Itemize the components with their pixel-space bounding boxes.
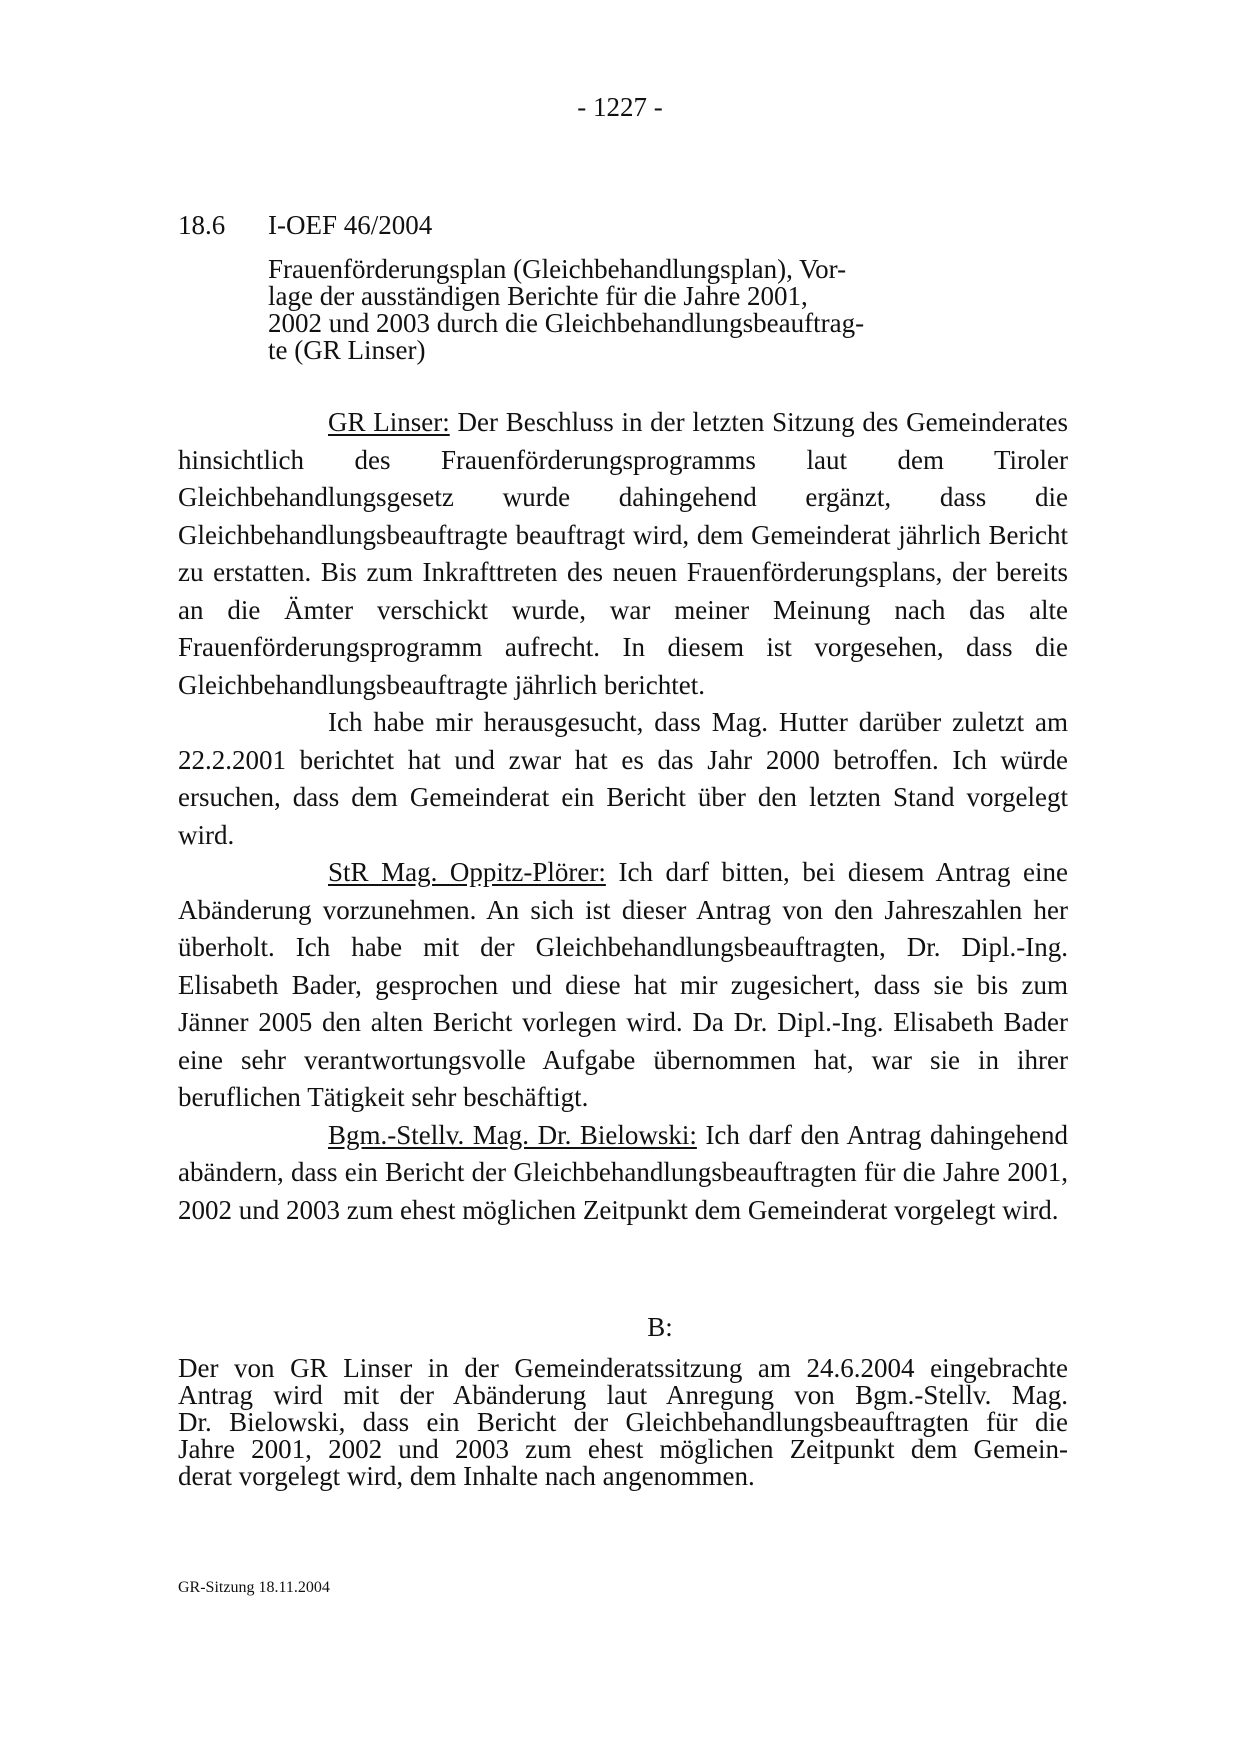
speech-text: Ich darf den Antrag dahingehend abändern, dass ein Bericht der Gleichbehandlungsbeauftragten für die Jahre 2001, 2002 und 2003 zum ehest möglichen Zeitpunkt dem Gemeinderat vorgelegt wird. [178,1119,1068,1225]
speaker-name: Bgm.-Stellv. Mag. Dr. Bielowski: [328,1119,697,1150]
speech-text: Ich habe mir herausgesucht, dass Mag. Hutter darüber zuletzt am 22.2.2001 berichtet hat und zwar hat es das Jahr 2000 betroffen. Ich würde ersuchen, dass dem Gemeinderat ein Bericht über den letzten Stand vorgelegt wird. [178,707,1068,850]
agenda-item-reference: I-OEF 46/2004 [268,210,433,240]
decision-text [178,1355,1068,1490]
decision-line: Der von GR Linser in der Gemeinderatssitzung am 24.6.2004 eingebrachte [178,1353,1068,1383]
decision-label: B: [647,1312,673,1342]
minutes-body [178,404,1068,1229]
decision-line: derat vorgelegt wird, dem Inhalte nach angenommen. [178,1461,755,1491]
speech-paragraph [178,704,1068,854]
agenda-item-header [178,210,432,241]
speech-text: Ich darf bitten, bei diesem Antrag eine Abänderung vorzunehmen. An sich ist dieser Antrag von den Jahreszahlen her überholt. Ich habe mit der Gleichbehandlungsbeauftragten, Dr. Dipl.-Ing. Elisabeth Bader, gesprochen und diese hat mir zugesichert, dass sie bis zum Jänner 2005 den alten Bericht vorlegen wird. Da Dr. Dipl.-Ing. Elisabeth Bader eine sehr verantwortungsvolle Aufgabe übernommen hat, war sie in ihrer beruflichen Tätigkeit sehr beschäftigt. [178,857,1069,1112]
agenda-title-line: Frauenförderungsplan (Gleichbehandlungsplan), Vor- [268,254,847,284]
decision-line: Dr. Bielowski, dass ein Bericht der Gleichbehandlungsbeauftragten für die [178,1407,1068,1437]
speaker-name: GR Linser: [328,407,450,437]
speaker-name: StR Mag. Oppitz-Plörer: [328,857,606,887]
decision-line: Antrag wird mit der Abänderung laut Anregung von Bgm.-Stellv. Mag. [178,1380,1068,1410]
speech-text: Der Beschluss in der letzten Sitzung des Gemeinderates hinsichtlich des Frauenförderungsprogramms laut dem Tiroler Gleichbehandlungsgesetz wurde dahingehend ergänzt, dass die Gleichbehandlungsbeauftragte beauftragt wird, dem Gemeinderat jährlich Bericht zu erstatten. Bis zum Inkrafttreten des neuen Frauenförderungsplans, der bereits an die Ämter verschickt wurde, war meiner Meinung nach das alte Frauenförderungsprogramm aufrecht. In diesem ist vorgesehen, dass die Gleichbehandlungsbeauftragte jährlich berichtet. [178,407,1068,700]
agenda-item-title [268,256,928,364]
agenda-item-number: 18.6 [178,210,226,240]
speech-paragraph [178,1117,1068,1230]
speech-paragraph [178,854,1068,1117]
page-footer: GR-Sitzung 18.11.2004 [178,1579,330,1596]
agenda-title-line: 2002 und 2003 durch die Gleichbehandlungsbeauftrag- [268,308,865,338]
speech-paragraph [178,404,1068,704]
page-number: - 1227 - [577,92,663,122]
agenda-title-line: te (GR Linser) [268,335,426,365]
decision-line: Jahre 2001, 2002 und 2003 zum ehest möglichen Zeitpunkt dem Gemein- [178,1434,1068,1464]
agenda-title-line: lage der ausständigen Berichte für die Jahre 2001, [268,281,808,311]
